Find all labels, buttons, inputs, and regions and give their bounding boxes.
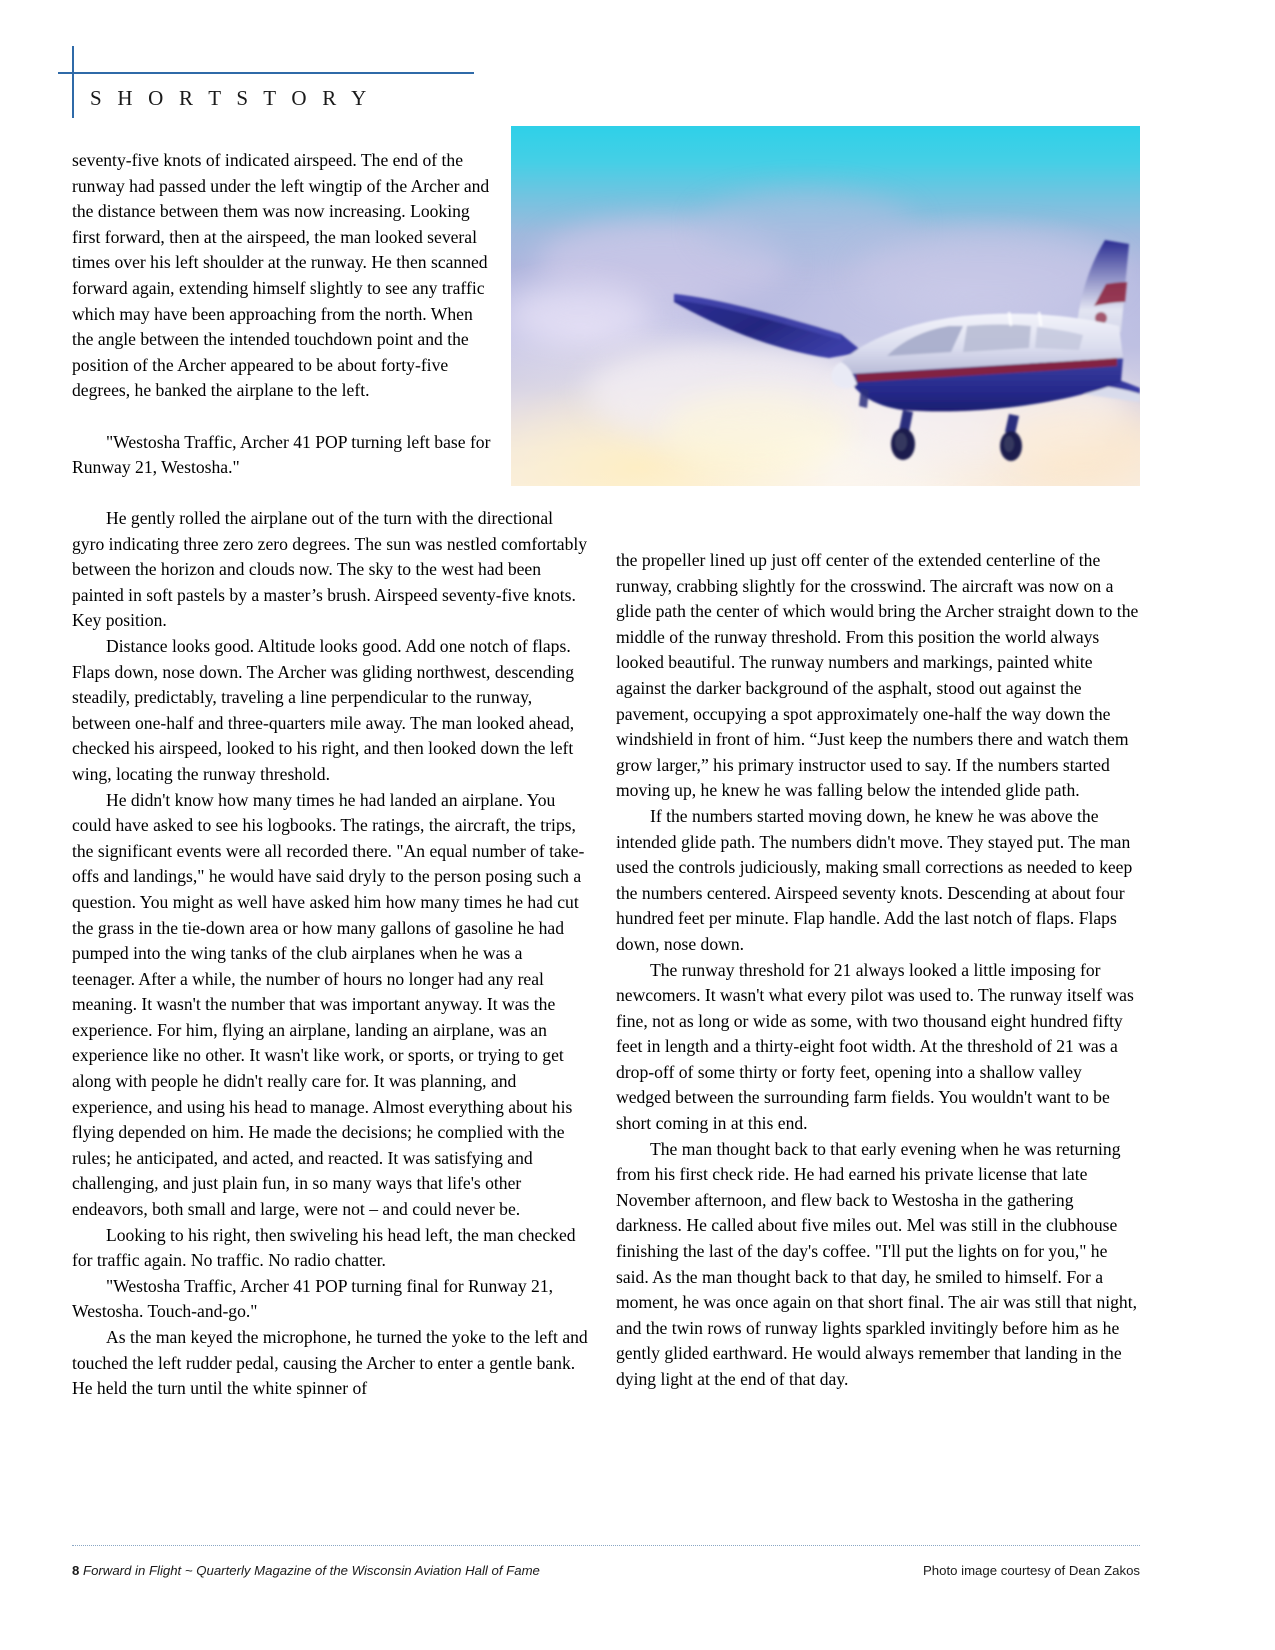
footer-publication-line [72,1563,540,1578]
section-header [72,46,1140,118]
paragraph: "Westosha Traffic, Archer 41 POP turning final for Runway 21, Westosha. Touch-and-go." [72,1275,554,1322]
paragraph: seventy-five knots of indicated airspeed. The end of the runway had passed under the left wingtip of the Archer and the distance between them was now increasing. Looking first forward, then at the airspeed, the man looked several times over his left shoulder at the runway. He then scanned forward again, extending himself slightly to see any traffic which may have been approaching from the north. When the angle between the intended touchdown point and the position of the Archer appeared to be about forty-five degrees, he banked the airplane to the left. [72,150,490,401]
publication-name: Forward in Flight ~ Quarterly Magazine of the Wisconsin Aviation Hall of Fame [83,1562,540,1578]
header-vertical-rule [72,46,74,118]
airplane-icon [511,126,1140,486]
paragraph: If the numbers started moving down, he knew he was above the intended glide path. The numbers didn't move. They stayed put. The man used the controls judiciously, making small corrections as needed to keep the numbers centered. Airspeed seventy knots. Descending at about four hundred feet per minute. Flap handle. Add the last notch of flaps. Flaps down, nose down. [616,805,1133,954]
paragraph: The runway threshold for 21 always looked a little imposing for newcomers. It wasn't what every pilot was used to. The runway itself was fine, not as long or wide as some, with two thousand eight hundred fifty feet in length and a thirty-eight foot width. At the threshold of 21 was a drop-off of some thirty or forty feet, opening into a shallow valley wedged between the surrounding farm fields. You wouldn't want to be short coming in at this end. [616,959,1134,1134]
page-footer [72,1558,1140,1582]
paragraph: As the man keyed the microphone, he turned the yoke to the left and touched the left rudder pedal, causing the Archer to enter a gentle bank. He held the turn until the white spinner of [72,1327,588,1399]
header-horizontal-rule [58,72,474,74]
paragraph: "Westosha Traffic, Archer 41 POP turning left base for Runway 21, Westosha." [72,431,491,478]
paragraph: The man thought back to that early evening when he was returning from his first check ride. He had earned his private license that late November afternoon, and flew back to Westosha in the gathering darkness. He called about five miles out. Mel was still in the clubhouse finishing the last of the day's coffee. "I'll put the lights on for you," he said. As the man thought back to that day, he smiled to himself. For a moment, he was once again on that short final. The air was still that night, and the twin rows of runway lights sparkled invitingly before him as he gently glided earthward. He would always remember that landing in the dying light at the end of that day. [616,1138,1138,1389]
airplane-illustration [511,126,1140,486]
article-column-left-top [72,148,496,481]
paragraph: Looking to his right, then swiveling his head left, the man checked for traffic again. No traffic. No radio chatter. [72,1224,576,1271]
page-number: 8 [72,1562,80,1578]
paragraph: He didn't know how many times he had landed an airplane. You could have asked to see his logbooks. The ratings, the aircraft, the trips, the significant events were all recorded there. "An equal number of take-offs and landings," he would have said dryly to the person posing such a question. You might as well have asked him how many times he had cut the grass in the tie-down area or how many gallons of gasoline he had pumped into the wing tanks of the club airplanes when he was a teenager. After a while, the number of hours no longer had any real meaning. It wasn't the number that was important anyway. It was the experience. For him, flying an airplane, landing an airplane, was an experience like no other. It wasn't like work, or sports, or trying to get along with people he didn't really care for. It was planning, and experience, and using his head to manage. Almost everything about his flying depended on him. He made the decisions; he complied with the rules; he anticipated, and acted, and reacted. It was satisfying and challenging, and just plain fun, in so many ways that life's other endeavors, both small and large, were not – and could never be. [72,789,585,1220]
page-title: S H O R T S T O R Y [90,86,372,110]
article-column-left [72,506,589,1402]
photo-credit: Photo image courtesy of Dean Zakos [923,1562,1140,1578]
paragraph: He gently rolled the airplane out of the turn with the directional gyro indicating three zero zero degrees. The sun was nestled comfortably between the horizon and clouds now. The sky to the west had been painted in soft pastels by a master’s brush. Airspeed seventy-five knots. Key position. [72,508,588,631]
paragraph: the propeller lined up just off center of the extended centerline of the runway, crabbing slightly for the crosswind. The aircraft was now on a glide path the center of which would bring the Archer straight down to the middle of the runway threshold. From this position the world always looked beautiful. The runway numbers and markings, painted white against the darker background of the asphalt, stood out against the pavement, occupying a spot approximately one-half the way down the windshield in front of him. “Just keep the numbers there and watch them grow larger,” his primary instructor used to say. If the numbers started moving up, he knew he was falling below the intended glide path. [616,550,1139,801]
paragraph: Distance looks good. Altitude looks good. Add one notch of flaps. Flaps down, nose down. The Archer was gliding northwest, descending steadily, predictably, traveling a line perpendicular to the runway, between one-half and three-quarters mile away. The man looked ahead, checked his airspeed, looked to his right, and then looked down the left wing, locating the runway threshold. [72,635,575,784]
footer-divider [72,1545,1140,1546]
article-column-right [616,548,1140,1393]
